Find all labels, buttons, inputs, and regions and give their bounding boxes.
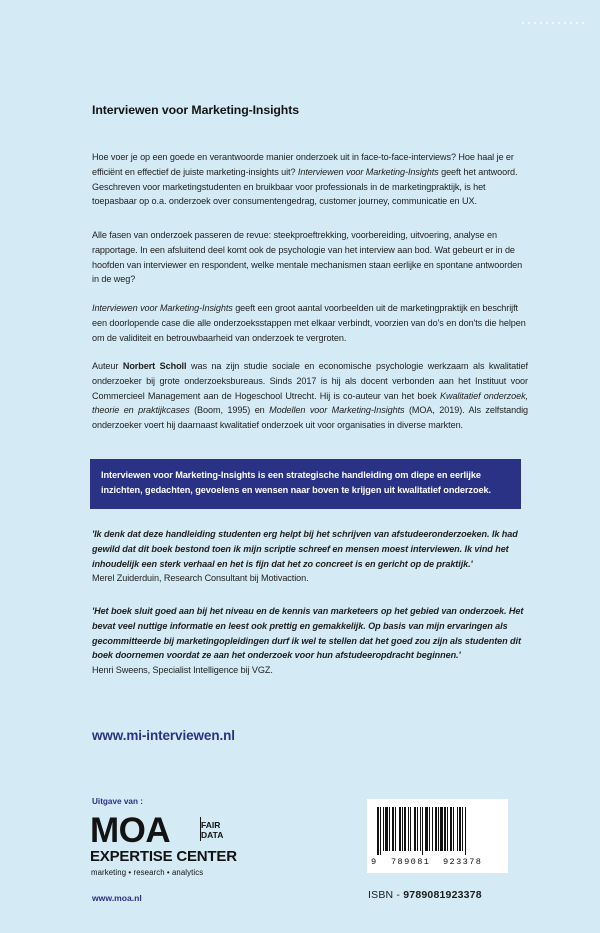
barcode-bar: [410, 807, 411, 851]
quote-text: 'Ik denk dat deze handleiding studenten erg helpt bij het schrijven van afstudeeronderzoeken. Ik had gewild dat dit boek bestond toen ik mijn scriptie schreef en mensen moest interviewen. Ik vind het inhoudelijk een sterk verhaal en het is fijn dat het zo concreet is en gericht op de praktijk.': [92, 529, 518, 569]
author-paragraph: [92, 359, 528, 433]
website-link[interactable]: www.mi-interviewen.nl: [92, 728, 235, 743]
logo-data-text: DATA: [201, 830, 224, 840]
barcode-bar: [459, 807, 461, 851]
barcode-bar: [440, 807, 443, 851]
quote-author: Merel Zuiderduin, Research Consultant bij Motivaction.: [92, 573, 309, 584]
book-title: Interviewen voor Marketing-Insights: [92, 103, 299, 117]
isbn-line: [368, 889, 482, 901]
barcode-bar: [465, 807, 466, 855]
intro-book-title: Interviewen voor Marketing-Insights: [297, 166, 439, 177]
intro-paragraph: [92, 150, 528, 209]
barcode-bar: [395, 807, 396, 851]
testimonial-quote: [92, 527, 528, 586]
barcode-bar: [377, 807, 379, 855]
author-text-4: (MOA, 2019). Als zelfstandig onderzoeker voert hij daarnaast kwalitatief onderzoek uit voor organisaties in diverse markten.: [92, 405, 528, 431]
barcode-bar: [417, 807, 418, 851]
phases-paragraph: Alle fasen van onderzoek passeren de revue: steekproeftrekking, voorbereiding, uitvoering, analyse en rapportage. In een afsluitend deel komt ook de psychologie van het interview aan bod. Wat gebeurt er in de hoofden van interviewer en respondent, welke mentale mechanismen staan eerlijke en spontane antwoorden in de weg?: [92, 230, 523, 285]
examples-paragraph: [92, 301, 528, 345]
barcode-bar: [462, 807, 463, 851]
barcode-left-digits: 789081: [391, 857, 431, 867]
barcode-bar: [450, 807, 452, 851]
author-book-1: Kwalitatief onderzoek, theorie en praktijkcases: [92, 390, 528, 416]
barcode-bars: [375, 807, 500, 857]
barcode-bar: [438, 807, 439, 851]
publisher-website-link[interactable]: www.moa.nl: [92, 893, 142, 903]
logo-fair-text: FAIR: [201, 820, 221, 830]
intro-text-end: geeft het antwoord. Geschreven voor marketingstudenten en bruikbaar voor professionals in de marketingpraktijk, is het toepasbaar op o.a. onderzoek over consumentengedrag, customer journey, communicatie en UX.: [92, 166, 518, 207]
decorative-dots: [520, 22, 584, 24]
examples-book-title: Interviewen voor Marketing-Insights: [92, 303, 233, 313]
barcode-bar: [380, 807, 381, 855]
publisher-label: Uitgave van :: [92, 797, 143, 806]
barcode-bar: [420, 807, 421, 851]
barcode-bar: [408, 807, 409, 851]
barcode-bar: [435, 807, 437, 851]
moa-logo: [90, 813, 240, 883]
barcode-bar: [392, 807, 394, 851]
logo-tagline: marketing • research • analytics: [91, 868, 204, 877]
barcode-bar: [453, 807, 454, 851]
author-book-2: Modellen voor Marketing-Insights: [269, 405, 405, 416]
highlight-box: Interviewen voor Marketing-Insights is een strategische handleiding om diepe en eerlijke inzichten, gedachten, gevoelens en wensen naar boven te krijgen uit kwalitatief onderzoek.: [90, 459, 521, 509]
barcode-bar: [457, 807, 458, 851]
barcode-bar: [383, 807, 384, 851]
author-text-1: Auteur: [92, 361, 123, 371]
barcode-bar: [432, 807, 433, 851]
logo-expertise-text: EXPERTISE CENTER: [90, 848, 237, 865]
quote-text: 'Het boek sluit goed aan bij het niveau en de kennis van marketeers op het gebied van onderzoek. Het bevat veel nuttige informatie en leest ook prettig en gemakkelijk. Op basis van mijn ervaringen als gecommitteerde bij marketingopleidingen durf ik wel te stellen dat het goed zou zijn als studenten dit boek doornemen voordat ze aan het onderzoek voor hun afstudeeropdracht beginnen.': [92, 606, 524, 661]
testimonial-quote: [92, 604, 528, 678]
barcode-lead-digit: 9: [371, 857, 378, 867]
barcode-bar: [422, 807, 423, 855]
barcode-right-digits: 923378: [443, 857, 483, 867]
barcode-bar: [414, 807, 416, 851]
barcode-bar: [385, 807, 388, 851]
isbn-label: ISBN -: [368, 889, 404, 901]
barcode-bar: [425, 807, 428, 851]
author-name: Norbert Scholl: [122, 361, 187, 371]
barcode-bar: [399, 807, 401, 851]
barcode-bar: [444, 807, 446, 851]
author-text-2: was na zijn studie sociale en economische psychologie werkzaam als kwalitatief onderzoeker bij grote onderzoeksbureaus. Sinds 2017 is hij als docent verbonden aan het Instituut voor Commercieel Management aan de Hogeschool Utrecht. Hij is co-auteur van het boek: [92, 361, 528, 401]
barcode: [367, 799, 508, 873]
isbn-number: 9789081923378: [403, 889, 482, 901]
barcode-bar: [429, 807, 430, 851]
author-text-3: (Boom, 1995) en: [189, 405, 270, 416]
logo-fair-data: [201, 820, 223, 840]
barcode-bar: [402, 807, 403, 851]
examples-text: geeft een groot aantal voorbeelden uit de marketingpraktijk en beschrijft een doorlopende case die alle onderzoeksstappen met elkaar verbindt, voorzien van do's en don'ts die helpen om de validiteit en betrouwbaarheid van onderzoek te vergroten.: [92, 303, 526, 343]
barcode-bar: [447, 807, 448, 851]
barcode-bar: [389, 807, 390, 851]
barcode-bar: [404, 807, 406, 851]
quote-author: Henri Sweens, Specialist Intelligence bij VGZ.: [92, 665, 273, 676]
logo-moa-text: MOA: [90, 811, 171, 850]
intro-text-start: Hoe voer je op een goede en verantwoorde manier onderzoek uit in face-to-face-interviews? Hoe haal je er efficiënt en effectief de juiste marketing-insights uit?: [92, 152, 514, 177]
